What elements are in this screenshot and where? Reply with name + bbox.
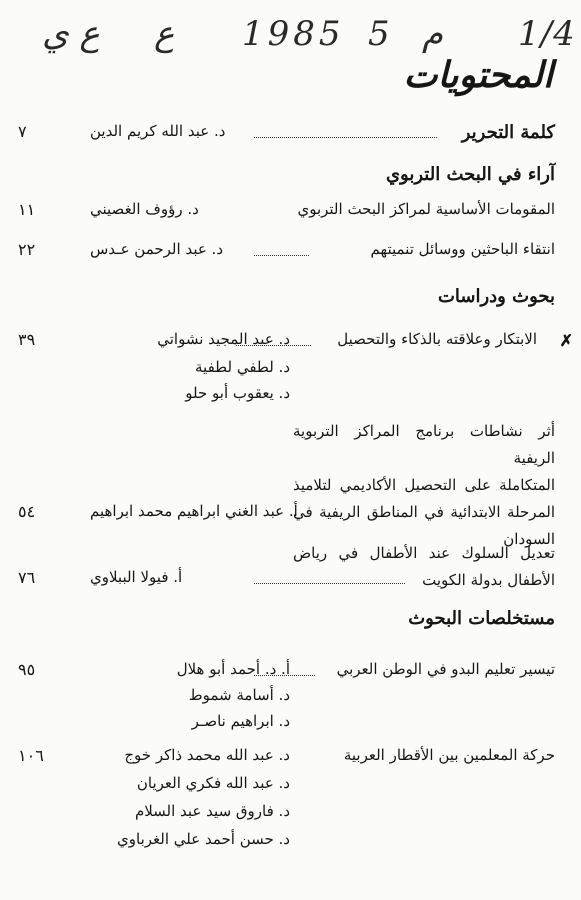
entry-author: د. يعقوب أبو حلو [185,384,290,402]
section-heading: بحوث ودراسات [437,286,555,307]
entry-title-line: المرحلة الابتدائية في المناطق الريفية في [293,503,555,521]
page-number: ٣٩ [18,330,36,349]
page-number: ٧٦ [18,568,36,587]
entry-title-line: السودان [503,530,555,548]
handwritten-mark: 1/4 [518,14,576,54]
entry-author: أ. عبد الغني ابراهيم محمد ابراهيم [90,502,298,520]
dot-leader [254,583,405,584]
entry-title-line: تعديل السلوك عند الأطفال في رياض [293,544,555,562]
toc-entry-multiline[interactable] [293,418,555,553]
entry-author: د. لطفي لطفية [195,358,290,376]
toc-entry-editorial[interactable] [18,122,555,146]
page-number: ١١ [18,200,36,219]
x-mark-icon: ✗ [559,331,573,350]
entry-author: د. ابراهيم ناصـر [191,712,290,730]
handwritten-mark: ع ي [42,14,100,54]
entry-title: حركة المعلمين بين الأقطار العربية [343,746,555,764]
entry-author: د. حسن أحمد علي الغرباوي [117,830,290,848]
entry-title: المقومات الأساسية لمراكز البحث التربوي [297,200,555,218]
entry-author: د. عبد المجيد نشواتي [157,330,290,348]
dot-leader [254,255,309,256]
entry-author: أ. فيولا الببلاوي [90,568,183,586]
page-number: ٢٢ [18,240,36,259]
entry-title-line: أثر نشاطات برنامج المراكز التربوية الريفية [293,422,555,467]
section-heading: آراء في البحث التربوي [385,164,555,185]
toc-entry-author-row [18,568,555,592]
entry-author: د. رؤوف الغصيني [90,200,199,218]
toc-entry[interactable] [18,240,555,264]
entry-author: د. عبد الرحمن عـدس [90,240,224,258]
handwritten-mark: 5 [368,14,391,54]
page-number: ١٠٦ [18,746,44,765]
page-number: ٧ [18,122,27,141]
entry-title-line: الأطفال بدولة الكويت [422,571,555,589]
entry-author: د. فاروق سيد عبد السلام [134,802,290,820]
entry-author: د. عبد الله محمد ذاكر خوج [124,746,290,764]
handwritten-mark: م [422,14,444,54]
entry-title: كلمة التحرير [461,122,555,143]
entry-author: د. عبد الله فكري العريان [136,774,290,792]
entry-title: الابتكار وعلاقته بالذكاء والتحصيل [337,330,537,348]
contents-title: المحتويات [403,54,553,96]
entry-title: انتقاء الباحثين ووسائل تنميتهم [370,240,555,258]
page-number: ٩٥ [18,660,36,679]
handwritten-year: 1985 [242,14,345,54]
toc-entry-author-row [18,502,555,526]
entry-author: د. أسامة شموط [188,686,290,704]
entry-title: تيسير تعليم البدو في الوطن العربي [336,660,555,678]
entry-author: أ. د. أحمد أبو هلال [176,660,290,678]
section-heading: مستخلصات البحوث [408,608,555,629]
entry-author: د. عبد الله كريم الدين [90,122,226,140]
page-number: ٥٤ [18,502,36,521]
entry-title-line: المتكاملة على التحصيل الأكاديمي لتلاميذ [293,476,555,494]
handwritten-mark: ع [154,14,175,54]
dot-leader [254,137,437,138]
toc-entry[interactable] [18,200,555,224]
